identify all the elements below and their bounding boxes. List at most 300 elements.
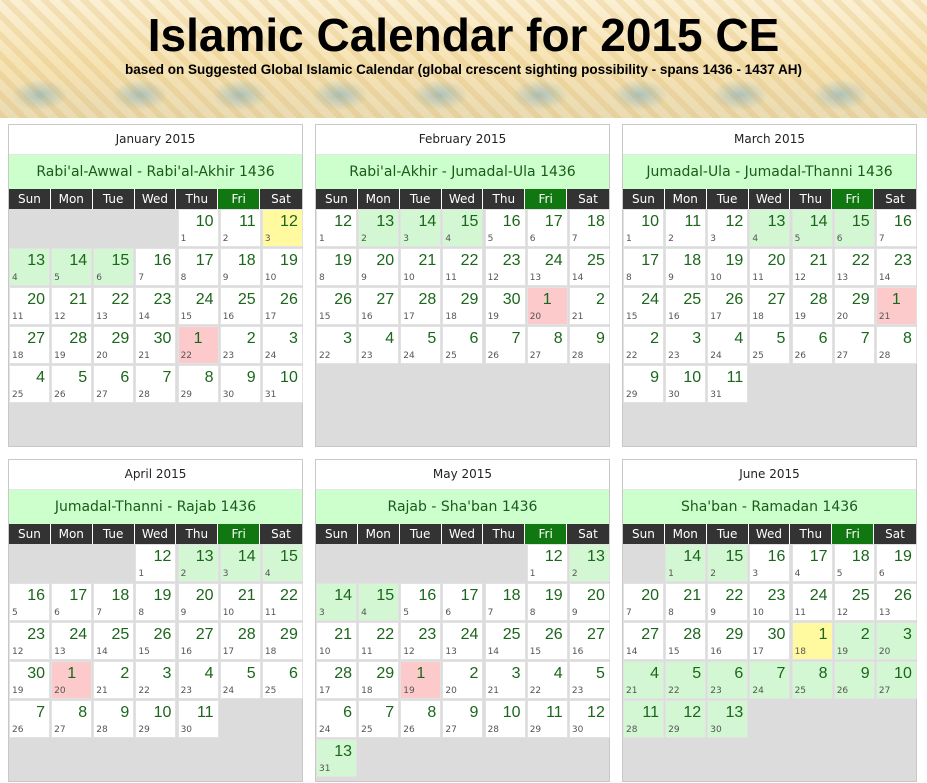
day-cell (93, 583, 134, 621)
day-cell (665, 544, 706, 582)
hijri-day-number: 1 (416, 665, 426, 682)
hijri-day-number: 9 (595, 330, 605, 347)
hijri-day-number: 5 (427, 330, 437, 347)
day-cell (527, 326, 568, 364)
hijri-day-number: 19 (153, 587, 172, 604)
day-cell (623, 622, 664, 660)
hijri-day-number: 14 (237, 548, 256, 565)
gregorian-day-number: 24 (752, 686, 764, 696)
hijri-day-number: 13 (334, 743, 352, 760)
gregorian-day-number: 11 (264, 608, 277, 618)
weekday-label: Fri (525, 189, 567, 209)
day-cell (9, 287, 50, 325)
gregorian-day-number: 21 (487, 686, 500, 696)
day-cell (135, 248, 176, 286)
gregorian-day-number: 20 (878, 647, 891, 657)
hijri-day-number: 11 (726, 369, 744, 386)
hijri-day-number: 23 (502, 252, 521, 269)
hijri-day-number: 23 (153, 291, 172, 308)
hijri-day-number: 20 (376, 252, 395, 269)
hijri-day-number: 6 (343, 704, 352, 721)
hijri-day-number: 11 (196, 704, 214, 721)
day-cell (358, 622, 399, 660)
day-cell (51, 700, 92, 738)
weekday-label: Thu (790, 524, 832, 544)
gregorian-day-number: 27 (836, 351, 849, 361)
day-cell (220, 583, 261, 621)
day-cell (262, 544, 303, 582)
day-cell (876, 544, 917, 582)
gregorian-day-number: 21 (626, 686, 638, 696)
hijri-day-number: 22 (725, 587, 744, 604)
gregorian-day-number: 7 (138, 273, 145, 283)
hijri-day-number: 19 (544, 587, 563, 604)
month-name: February 2015 (316, 125, 609, 154)
day-cell (220, 287, 261, 325)
gregorian-day-number: 26 (794, 351, 807, 361)
day-cell (792, 248, 833, 286)
hijri-month-range: Sha'ban - Ramadan 1436 (623, 489, 916, 524)
hijri-day-number: 13 (27, 252, 45, 269)
gregorian-day-number: 4 (794, 569, 801, 579)
gregorian-day-number: 10 (264, 273, 277, 283)
hijri-day-number: 8 (204, 369, 214, 386)
gregorian-day-number: 17 (710, 312, 722, 322)
gregorian-day-number: 28 (96, 725, 108, 735)
hijri-day-number: 1 (67, 665, 77, 682)
gregorian-day-number: 13 (878, 608, 891, 618)
day-cell (9, 326, 50, 364)
hijri-day-number: 21 (237, 587, 256, 604)
weekday-label: Sun (316, 189, 358, 209)
gregorian-day-number: 8 (626, 273, 632, 283)
gregorian-day-number: 1 (626, 234, 632, 244)
hijri-day-number: 12 (280, 213, 298, 230)
hijri-day-number: 30 (153, 330, 172, 347)
gregorian-day-number: 7 (571, 234, 578, 244)
day-cell (623, 365, 664, 403)
hijri-day-number: 8 (553, 330, 563, 347)
hijri-day-number: 28 (334, 665, 352, 682)
hijri-day-number: 1 (891, 291, 901, 308)
hijri-day-number: 13 (767, 213, 786, 230)
day-cell (876, 287, 917, 325)
gregorian-day-number: 16 (710, 647, 722, 657)
hijri-day-number: 10 (195, 213, 214, 230)
gregorian-day-number: 23 (222, 351, 235, 361)
day-cell (527, 209, 568, 247)
gregorian-day-number: 13 (445, 647, 457, 657)
weekday-label: Fri (525, 524, 567, 544)
gregorian-day-number: 1 (138, 569, 145, 579)
hijri-day-number: 16 (27, 587, 45, 604)
day-cell (316, 700, 357, 738)
gregorian-day-number: 14 (96, 647, 108, 657)
day-cell (316, 622, 357, 660)
day-cell (400, 248, 441, 286)
day-cell (792, 544, 833, 582)
gregorian-day-number: 12 (403, 647, 415, 657)
hijri-day-number: 4 (385, 330, 395, 347)
weekday-label: Sun (623, 189, 665, 209)
hijri-day-number: 26 (725, 291, 744, 308)
gregorian-day-number: 3 (222, 569, 229, 579)
day-cell (569, 583, 610, 621)
weekday-label: Fri (832, 189, 874, 209)
gregorian-day-number: 31 (264, 390, 277, 400)
hijri-day-number: 1 (818, 626, 828, 643)
day-cell (358, 287, 399, 325)
day-cell (527, 622, 568, 660)
day-cell (178, 209, 219, 247)
day-cell (400, 700, 441, 738)
day-cell (220, 365, 261, 403)
gregorian-day-number: 2 (222, 234, 229, 244)
day-cell (749, 209, 790, 247)
weekday-label: Wed (749, 189, 791, 209)
gregorian-day-number: 24 (403, 351, 415, 361)
day-cell (876, 248, 917, 286)
gregorian-day-number: 24 (710, 351, 722, 361)
gregorian-day-number: 29 (626, 390, 638, 400)
weekday-label: Wed (749, 524, 791, 544)
gregorian-day-number: 22 (319, 351, 331, 361)
day-cell (442, 209, 483, 247)
gregorian-day-number: 17 (264, 312, 277, 322)
day-cell (749, 287, 790, 325)
day-cell (665, 583, 706, 621)
hijri-day-number: 15 (111, 252, 130, 269)
hijri-day-number: 29 (851, 291, 870, 308)
day-cell (51, 287, 92, 325)
day-cell (623, 700, 664, 738)
hijri-day-number: 2 (246, 330, 256, 347)
day-cell (569, 287, 610, 325)
gregorian-day-number: 28 (138, 390, 150, 400)
hijri-day-number: 3 (288, 330, 298, 347)
day-cell (135, 365, 176, 403)
hijri-day-number: 8 (818, 665, 828, 682)
hijri-day-number: 13 (725, 704, 744, 721)
month-name: April 2015 (9, 460, 302, 489)
gregorian-day-number: 7 (626, 608, 632, 618)
gregorian-day-number: 30 (571, 725, 584, 735)
gregorian-day-number: 18 (794, 647, 807, 657)
weekday-label: Fri (218, 524, 260, 544)
hijri-day-number: 25 (851, 587, 870, 604)
hijri-month-range: Rabi'al-Akhir - Jumadal-Ula 1436 (316, 154, 609, 189)
hijri-day-number: 17 (544, 213, 563, 230)
hijri-day-number: 20 (767, 252, 786, 269)
gregorian-day-number: 1 (529, 569, 536, 579)
gregorian-day-number: 30 (222, 390, 235, 400)
gregorian-day-number: 27 (96, 390, 108, 400)
gregorian-day-number: 5 (487, 234, 494, 244)
hijri-day-number: 4 (36, 369, 45, 386)
gregorian-day-number: 5 (12, 608, 18, 618)
gregorian-day-number: 13 (529, 273, 542, 283)
weekday-label: Thu (176, 189, 218, 209)
gregorian-day-number: 25 (445, 351, 457, 361)
weekday-label: Mon (51, 524, 93, 544)
hijri-day-number: 16 (153, 252, 172, 269)
day-cell (707, 700, 748, 738)
gregorian-day-number: 1 (319, 234, 325, 244)
hijri-day-number: 27 (376, 291, 395, 308)
gregorian-day-number: 9 (222, 273, 229, 283)
gregorian-day-number: 21 (878, 312, 891, 322)
day-cell (569, 209, 610, 247)
hijri-day-number: 15 (851, 213, 870, 230)
hijri-day-number: 2 (650, 330, 659, 347)
hijri-day-number: 12 (334, 213, 352, 230)
gregorian-day-number: 4 (752, 234, 759, 244)
day-cell (262, 326, 303, 364)
gregorian-day-number: 9 (571, 608, 578, 618)
gregorian-day-number: 18 (752, 312, 764, 322)
day-cell (527, 248, 568, 286)
hijri-day-number: 13 (376, 213, 395, 230)
hijri-day-number: 26 (280, 291, 298, 308)
hijri-month-range: Jumadal-Thanni - Rajab 1436 (9, 489, 302, 524)
gregorian-day-number: 9 (361, 273, 367, 283)
month-panel (8, 459, 303, 782)
gregorian-day-number: 7 (878, 234, 885, 244)
day-cell (749, 583, 790, 621)
hijri-day-number: 6 (288, 665, 298, 682)
gregorian-day-number: 26 (836, 686, 849, 696)
gregorian-day-number: 18 (361, 686, 373, 696)
weekday-label: Wed (442, 524, 484, 544)
day-cell (792, 287, 833, 325)
day-cell (135, 544, 176, 582)
day-cell (178, 544, 219, 582)
hijri-day-number: 2 (860, 626, 870, 643)
gregorian-day-number: 10 (752, 608, 764, 618)
day-cell (358, 661, 399, 699)
day-cell (707, 544, 748, 582)
hijri-day-number: 5 (78, 369, 88, 386)
day-cell (707, 583, 748, 621)
gregorian-day-number: 29 (138, 725, 150, 735)
day-cell (316, 209, 357, 247)
day-cell (442, 248, 483, 286)
hijri-day-number: 1 (542, 291, 552, 308)
weekday-label: Sun (9, 524, 51, 544)
gregorian-day-number: 4 (445, 234, 452, 244)
day-cell (707, 622, 748, 660)
gregorian-day-number: 11 (794, 608, 807, 618)
gregorian-day-number: 31 (710, 390, 722, 400)
hijri-day-number: 24 (460, 626, 479, 643)
day-cell (93, 287, 134, 325)
hijri-day-number: 2 (469, 665, 479, 682)
gregorian-day-number: 16 (222, 312, 235, 322)
day-cell (9, 248, 50, 286)
gregorian-day-number: 19 (836, 647, 849, 657)
day-cell (527, 661, 568, 699)
day-cell (262, 248, 303, 286)
gregorian-day-number: 4 (264, 569, 271, 579)
day-cell (665, 661, 706, 699)
hijri-day-number: 19 (894, 548, 912, 565)
hijri-day-number: 19 (280, 252, 298, 269)
day-cell (178, 700, 219, 738)
hijri-day-number: 24 (641, 291, 659, 308)
month-panel (622, 459, 917, 782)
hijri-day-number: 28 (237, 626, 256, 643)
day-cell (316, 583, 357, 621)
gregorian-day-number: 6 (529, 234, 536, 244)
weekday-label: Sat (578, 192, 598, 206)
day-cell (707, 661, 748, 699)
day-cell (707, 287, 748, 325)
hijri-day-number: 15 (460, 213, 479, 230)
day-cell (485, 583, 526, 621)
hijri-day-number: 9 (120, 704, 130, 721)
gregorian-day-number: 17 (222, 647, 235, 657)
gregorian-day-number: 14 (626, 647, 638, 657)
hijri-day-number: 1 (193, 330, 203, 347)
gregorian-day-number: 19 (403, 686, 415, 696)
weekday-label: Sun (316, 524, 358, 544)
gregorian-day-number: 3 (264, 234, 271, 244)
day-cell (316, 287, 357, 325)
hijri-day-number: 18 (587, 213, 605, 230)
day-cell (442, 700, 483, 738)
weekday-label: Mon (665, 189, 707, 209)
hijri-day-number: 4 (204, 665, 214, 682)
gregorian-day-number: 7 (487, 608, 494, 618)
gregorian-day-number: 15 (138, 647, 150, 657)
gregorian-day-number: 9 (710, 608, 717, 618)
gregorian-day-number: 28 (487, 725, 500, 735)
weekday-label: Thu (790, 189, 832, 209)
gregorian-day-number: 1 (180, 234, 187, 244)
day-cell (527, 287, 568, 325)
hijri-day-number: 6 (120, 369, 130, 386)
day-cell (623, 287, 664, 325)
weekday-header-row (623, 524, 916, 544)
gregorian-day-number: 18 (12, 351, 24, 361)
hijri-day-number: 17 (809, 548, 828, 565)
hijri-day-number: 22 (111, 291, 130, 308)
gregorian-day-number: 24 (319, 725, 331, 735)
gregorian-day-number: 17 (752, 647, 764, 657)
day-cell (262, 661, 303, 699)
day-cell (792, 326, 833, 364)
month-panel (315, 124, 610, 447)
weekday-label: Sat (885, 527, 905, 541)
hijri-day-number: 12 (683, 704, 702, 721)
day-cell (135, 622, 176, 660)
day-cell (51, 583, 92, 621)
month-name: January 2015 (9, 125, 302, 154)
gregorian-day-number: 12 (487, 273, 500, 283)
gregorian-day-number: 3 (319, 608, 325, 618)
gregorian-day-number: 8 (319, 273, 325, 283)
hijri-day-number: 21 (683, 587, 702, 604)
hijri-day-number: 23 (27, 626, 45, 643)
gregorian-day-number: 25 (12, 390, 24, 400)
gregorian-day-number: 17 (403, 312, 415, 322)
day-cell (623, 583, 664, 621)
gregorian-day-number: 15 (668, 647, 680, 657)
gregorian-day-number: 30 (668, 390, 680, 400)
hijri-day-number: 6 (734, 665, 744, 682)
gregorian-day-number: 13 (836, 273, 849, 283)
gregorian-day-number: 23 (180, 686, 193, 696)
day-cell (316, 661, 357, 699)
day-cell (400, 622, 441, 660)
weekday-label: Sat (885, 192, 905, 206)
hijri-day-number: 23 (767, 587, 786, 604)
hijri-day-number: 5 (595, 665, 605, 682)
day-cell (707, 209, 748, 247)
day-cell (316, 326, 357, 364)
weekday-label: Tue (400, 189, 442, 209)
hijri-day-number: 30 (502, 291, 521, 308)
gregorian-day-number: 27 (54, 725, 66, 735)
day-cell (485, 622, 526, 660)
gregorian-day-number: 16 (180, 647, 193, 657)
weekday-header-row (9, 524, 302, 544)
hijri-day-number: 17 (195, 252, 214, 269)
hijri-day-number: 18 (237, 252, 256, 269)
day-cell (178, 326, 219, 364)
hijri-day-number: 26 (153, 626, 172, 643)
gregorian-day-number: 7 (96, 608, 103, 618)
weekday-label: Wed (135, 524, 177, 544)
day-cell (707, 326, 748, 364)
hijri-day-number: 27 (195, 626, 214, 643)
day-cell (527, 700, 568, 738)
hijri-day-number: 13 (195, 548, 214, 565)
gregorian-day-number: 22 (529, 686, 542, 696)
hijri-day-number: 11 (642, 704, 659, 721)
day-cell (569, 622, 610, 660)
gregorian-day-number: 6 (54, 608, 60, 618)
day-cell (51, 661, 92, 699)
hijri-day-number: 21 (334, 626, 352, 643)
hijri-day-number: 27 (587, 626, 605, 643)
day-cell (220, 209, 261, 247)
weekday-label: Tue (93, 524, 135, 544)
gregorian-day-number: 25 (752, 351, 764, 361)
hijri-day-number: 17 (69, 587, 88, 604)
gregorian-day-number: 6 (96, 273, 103, 283)
hijri-month-range: Rajab - Sha'ban 1436 (316, 489, 609, 524)
gregorian-day-number: 15 (529, 647, 542, 657)
hijri-day-number: 10 (502, 704, 521, 721)
hijri-day-number: 2 (595, 291, 605, 308)
hijri-day-number: 24 (544, 252, 563, 269)
hijri-day-number: 3 (162, 665, 172, 682)
day-cell (220, 661, 261, 699)
day-cell (749, 326, 790, 364)
gregorian-day-number: 16 (668, 312, 680, 322)
gregorian-day-number: 28 (626, 725, 638, 735)
month-panel (8, 124, 303, 447)
gregorian-day-number: 14 (138, 312, 150, 322)
gregorian-day-number: 8 (529, 608, 536, 618)
hijri-day-number: 12 (153, 548, 172, 565)
hijri-day-number: 3 (902, 626, 912, 643)
day-cell (51, 622, 92, 660)
day-cell (834, 544, 875, 582)
gregorian-day-number: 24 (222, 686, 235, 696)
hijri-day-number: 20 (195, 587, 214, 604)
